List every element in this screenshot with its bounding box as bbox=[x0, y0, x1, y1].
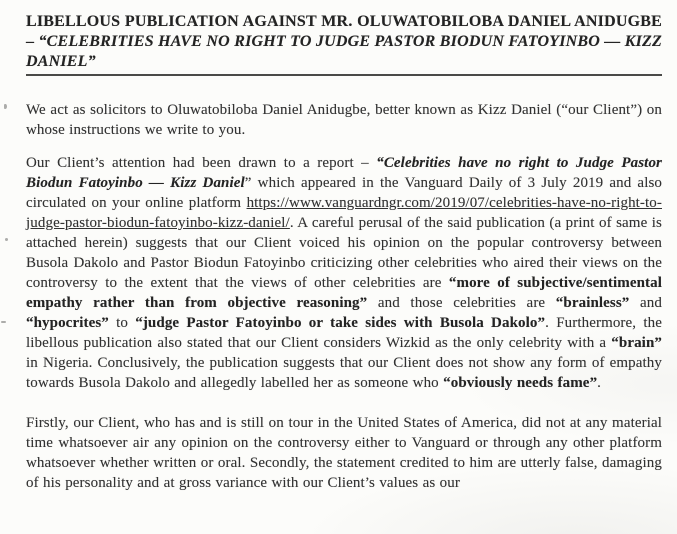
text-segment: “brainless” bbox=[555, 295, 630, 311]
text-segment: Our Client’s attention had been drawn to a report – bbox=[26, 155, 377, 171]
text-segment: “CELEBRITIES HAVE NO RIGHT TO JUDGE PASTOR BIODUN FATOYINBO — KIZZ DANIEL” bbox=[26, 33, 662, 70]
letter-heading bbox=[26, 12, 662, 72]
vanguard-article-link: https://www.vanguardngr.com/2019/07/celebrities-have-no-right-to-judge-pastor-biodun-fatoyinbo-kizz-daniel/ bbox=[26, 195, 662, 231]
paragraph-report-details bbox=[26, 153, 662, 393]
text-segment: . A careful perusal of the said publication (a print of same is attached herein) suggests that our Client voiced his opinion on the popular controversy between Busola Dakolo and Pastor Biodun Fatoyinbo criticizing other celebrities who aired their views on the controversy to the extent that the views of other celebrities are bbox=[26, 215, 662, 291]
text-segment: “brain” bbox=[611, 335, 662, 351]
paragraph-intro bbox=[26, 100, 662, 140]
scan-speck bbox=[1, 321, 6, 323]
text-segment: ” which appeared in the Vanguard Daily of 3 July 2019 and also circulated on your online platform bbox=[26, 175, 662, 211]
scan-speck bbox=[4, 104, 7, 109]
heading-rule bbox=[26, 74, 662, 76]
text-segment: LIBELLOUS PUBLICATION AGAINST MR. OLUWATOBILOBA DANIEL ANIDUGBE – bbox=[26, 13, 662, 50]
paragraph-rebuttal bbox=[26, 413, 662, 493]
text-segment: and bbox=[629, 295, 662, 311]
text-segment: “Celebrities have no right to Judge Pastor Biodun Fatoyinbo — Kizz Daniel bbox=[26, 155, 662, 191]
text-segment: “judge Pastor Fatoyinbo or take sides with Busola Dakolo” bbox=[135, 315, 546, 331]
scan-speck bbox=[5, 238, 8, 241]
text-segment: . Furthermore, the libellous publication also stated that our Client considers Wizkid as the only celebrity with a bbox=[26, 315, 663, 351]
text-segment: “obviously needs fame” bbox=[443, 375, 598, 391]
text-segment: and those celebrities are bbox=[367, 295, 556, 311]
text-segment: Firstly, our Client, who has and is still on tour in the United States of America, did not at any material time whatsoever air any opinion on the controversy either to Vanguard or through any other platform whatsoever whether written or oral. Secondly, the statement credited to him are utterly false, damaging of his personality and at gross variance with our Client’s values as our bbox=[26, 415, 662, 491]
text-segment: to bbox=[108, 315, 136, 331]
text-segment: We act as solicitors to Oluwatobiloba Daniel Anidugbe, better known as Kizz Daniel (“our Client”) on whose instructions we write to you. bbox=[26, 102, 662, 138]
text-segment: “more of subjective/sentimental empathy rather than from objective reasoning” bbox=[26, 275, 662, 311]
text-segment: . bbox=[597, 375, 602, 391]
text-segment: in Nigeria. Conclusively, the publication suggests that our Client does not show any form of empathy towards Busola Dakolo and allegedly labelled her as someone who bbox=[26, 355, 662, 391]
text-segment: “hypocrites” bbox=[26, 315, 109, 331]
